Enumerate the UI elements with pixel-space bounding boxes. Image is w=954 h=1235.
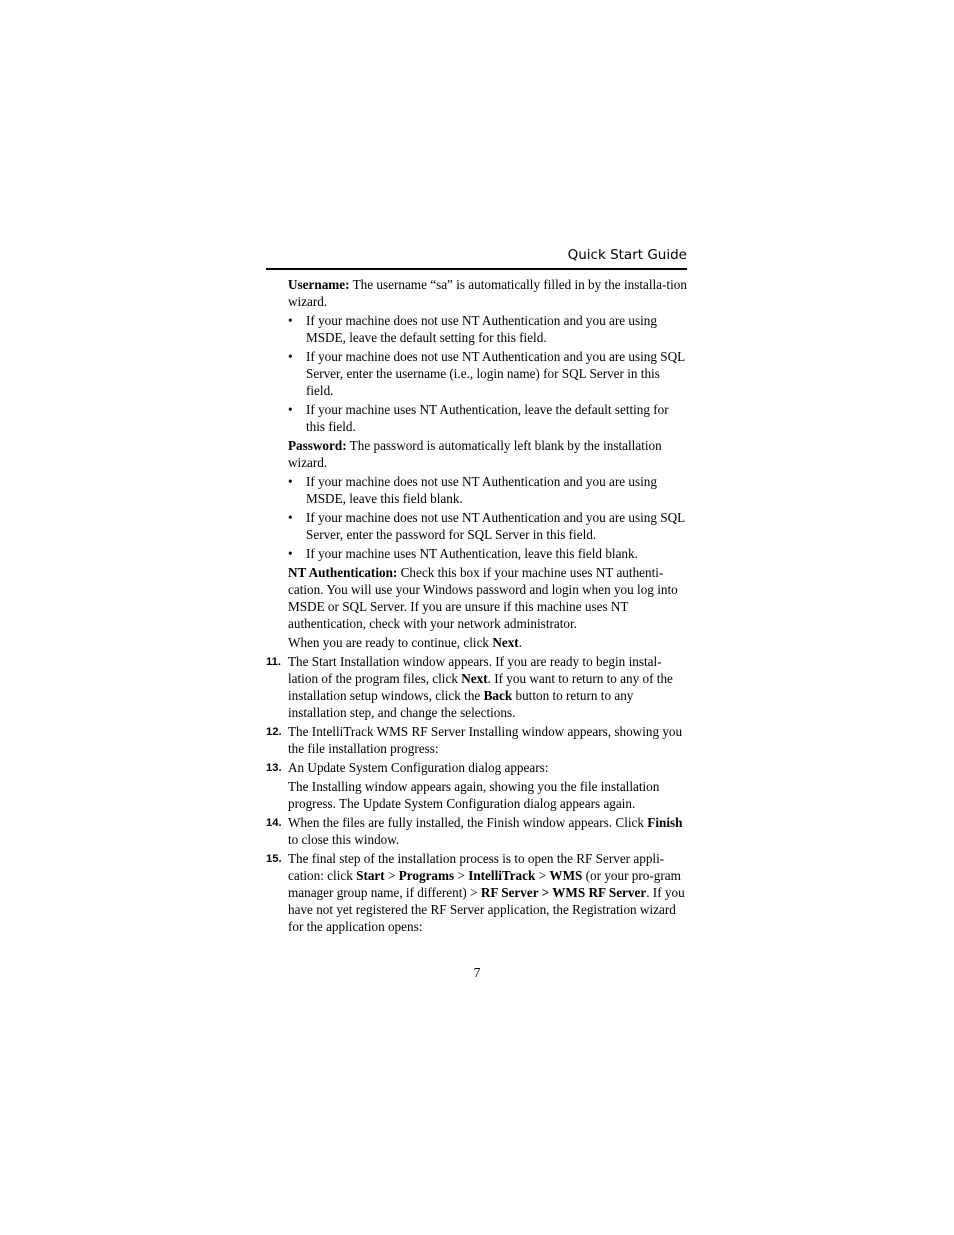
continue-paragraph: When you are ready to continue, click Next. <box>288 635 522 650</box>
step-15: 15. The final step of the installation process is to open the RF Server appli-cation: click Start > Programs > IntelliTrack > WMS (or your pro-gram manager group name, if different) > RF Server > WMS RF Server. If you have not yet registered the RF Server application, the Registration wizard for the application opens: <box>266 851 685 934</box>
step-13: 13. An Update System Configuration dialog appears: <box>266 760 549 775</box>
nt-auth-text: Check this box if your machine uses NT authenti-cation. You will use your Windows password and login when you log into MSDE or SQL Server. If you are unsure if this machine uses NT authentication, check with your network administrator. <box>288 565 678 631</box>
step-number: 11. <box>266 656 281 668</box>
list-item: • If your machine does not use NT Authentication and you are using SQL Server, enter the password for SQL Server in this field. <box>288 509 688 543</box>
username-text: The username “sa” is automatically filled in by the installa-tion wizard. <box>288 277 687 309</box>
step-number: 13. <box>266 762 282 774</box>
list-item: • If your machine uses NT Authentication, leave the default setting for this field. <box>288 401 688 435</box>
username-paragraph <box>288 276 688 310</box>
list-item: • If your machine uses NT Authentication, leave this field blank. <box>288 545 688 562</box>
page-number: 7 <box>473 965 481 980</box>
header-title: Quick Start Guide <box>567 247 687 263</box>
list-item: • If your machine does not use NT Authentication and you are using MSDE, leave the default setting for this field. <box>288 312 688 346</box>
next-keyword: Next <box>492 635 519 650</box>
nt-auth-paragraph <box>288 564 688 632</box>
page-content <box>266 276 688 937</box>
step-number: 12. <box>266 726 282 738</box>
step-13-continuation: The Installing window appears again, showing you the file installation progress. The Update System Configuration dialog appears again. <box>288 779 660 811</box>
list-item: • If your machine does not use NT Authentication and you are using MSDE, leave this field blank. <box>288 473 688 507</box>
username-label: Username: <box>288 277 350 292</box>
password-text: The password is automatically left blank by the installation wizard. <box>288 438 662 470</box>
password-bullets <box>288 473 688 562</box>
nt-auth-label: NT Authentication: <box>288 565 398 580</box>
list-item: • If your machine does not use NT Authentication and you are using SQL Server, enter the username (i.e., login name) for SQL Server in this field. <box>288 348 688 399</box>
step-number: 14. <box>266 817 282 829</box>
step-number: 15. <box>266 853 282 865</box>
step-11: 11. The Start Installation window appears. If you are ready to begin instal-lation of the program files, click Next. If you want to return to any of the installation setup windows, click the Back button to return to any installation step, and change the selections. <box>266 654 673 720</box>
password-label: Password: <box>288 438 347 453</box>
username-bullets <box>288 312 688 435</box>
password-paragraph <box>288 437 688 471</box>
step-14: 14. When the files are fully installed, the Finish window appears. Click Finish to close this window. <box>266 815 683 847</box>
page-header <box>266 246 687 270</box>
step-12: 12. The IntelliTrack WMS RF Server Installing window appears, showing you the file installation progress: <box>266 724 683 756</box>
